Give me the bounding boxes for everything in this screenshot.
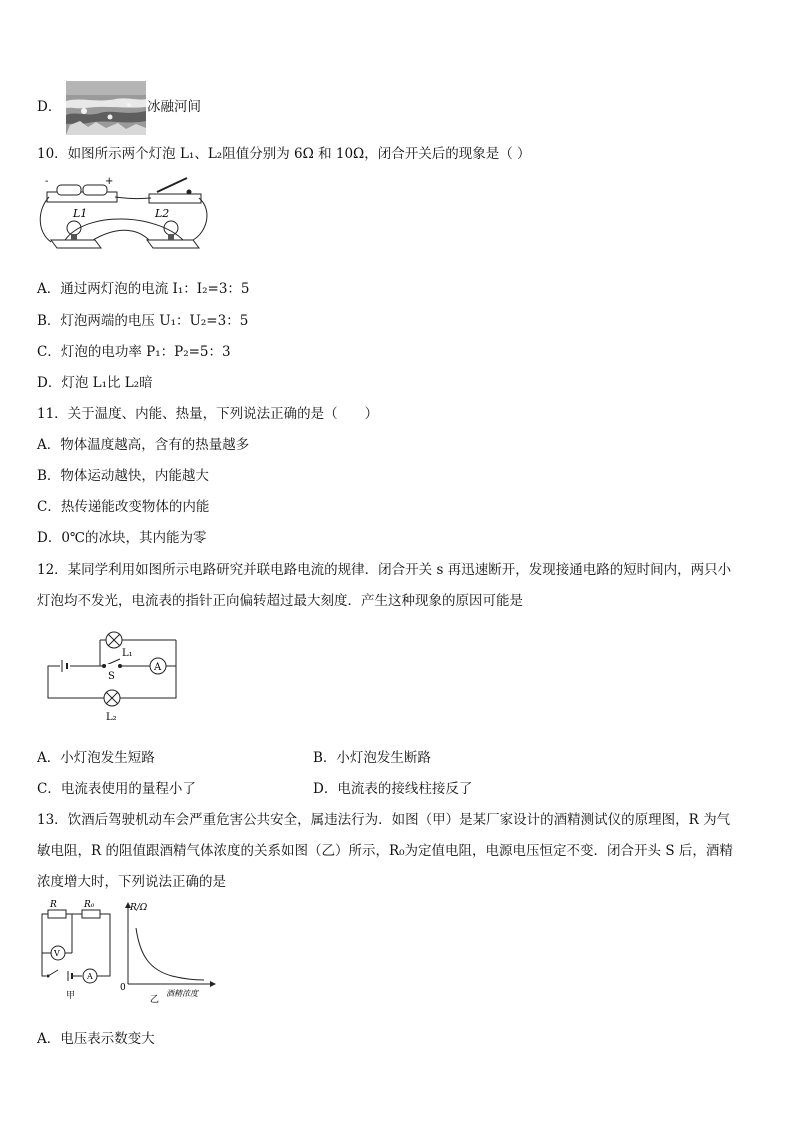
q13-figures xyxy=(36,898,216,1004)
q11-option-a: A．物体温度越高，含有的热量越多 xyxy=(37,437,250,453)
q12-stem-line2: 灯泡均不发光，电流表的指针正向偏转超过最大刻度．产生这种现象的原因可能是 xyxy=(37,593,523,609)
prev-option-d-text: 冰融河间 xyxy=(147,99,201,115)
q10-option-a: A．通过两灯泡的电流 I₁：I₂=3：5 xyxy=(37,281,250,297)
q10-option-c: C．灯泡的电功率 P₁：P₂=5：3 xyxy=(37,344,231,360)
q12-option-d: D．电流表的接线柱接反了 xyxy=(313,781,473,797)
q11-option-c: C．热传递能改变物体的内能 xyxy=(37,499,210,515)
q12-stem-line1: 12．某同学利用如图所示电路研究并联电路电流的规律．闭合开关 s 再迅速断开，发现接通电路的短时间内，两只小 xyxy=(37,562,732,578)
q10-battery-plus: + xyxy=(105,176,114,187)
q13-caption-jia: 甲 xyxy=(66,991,76,1001)
q13-label-r: R xyxy=(50,900,57,910)
q13-ammeter-label: A xyxy=(87,972,93,981)
q11-option-d: D．0℃的冰块，其内能为零 xyxy=(37,530,207,546)
q13-voltmeter-label: V xyxy=(54,949,60,958)
q10-stem: 10．如图所示两个灯泡 L₁、L₂阻值分别为 6Ω 和 10Ω，闭合开关后的现象是（ ） xyxy=(37,146,531,162)
q13-graph-xlabel: 酒精浓度 xyxy=(166,989,198,998)
ice-river-photo xyxy=(66,81,146,135)
q10-battery-minus: - xyxy=(45,176,49,187)
q11-option-b: B．物体运动越快，内能越大 xyxy=(37,468,209,484)
q13-stem-line3: 浓度增大时，下列说法正确的是 xyxy=(37,874,226,890)
q13-graph-ylabel: R/Ω xyxy=(130,903,148,913)
q13-label-r0: R₀ xyxy=(84,900,95,910)
q12-option-c: C．电流表使用的量程小了 xyxy=(37,781,196,797)
q13-option-a: A．电压表示数变大 xyxy=(37,1031,155,1047)
q13-graph-origin: 0 xyxy=(120,983,126,993)
q12-circuit-figure xyxy=(40,628,190,724)
q12-label-switch: S xyxy=(108,671,115,682)
q12-ammeter-label: A xyxy=(154,662,162,673)
q13-stem-line2: 敏电阻，R 的阻值跟酒精气体浓度的关系如图（乙）所示，R₀为定值电阻，电源电压恒定不变．闭合开头 S 后，酒精 xyxy=(37,843,733,859)
q10-option-d: D．灯泡 L₁比 L₂暗 xyxy=(37,375,153,391)
q13-caption-yi: 乙 xyxy=(150,995,160,1004)
q12-option-a: A．小灯泡发生短路 xyxy=(37,750,155,766)
q10-label-l2: L2 xyxy=(155,207,170,220)
q12-label-l2: L₂ xyxy=(106,712,117,723)
q11-stem: 11．关于温度、内能、热量，下列说法正确的是（ ） xyxy=(37,406,379,422)
q13-stem-line1: 13．饮酒后驾驶机动车会严重危害公共安全，属违法行为．如图（甲）是某厂家设计的酒精测试仪的原理图，R 为气 xyxy=(37,812,731,828)
q10-circuit-figure xyxy=(37,170,209,264)
prev-option-d-label: D． xyxy=(37,99,62,115)
q10-label-l1: L1 xyxy=(73,207,88,220)
q12-label-l1: L₁ xyxy=(122,648,133,659)
q12-option-b: B．小灯泡发生断路 xyxy=(313,750,431,766)
q10-option-b: B．灯泡两端的电压 U₁：U₂=3：5 xyxy=(37,313,249,329)
